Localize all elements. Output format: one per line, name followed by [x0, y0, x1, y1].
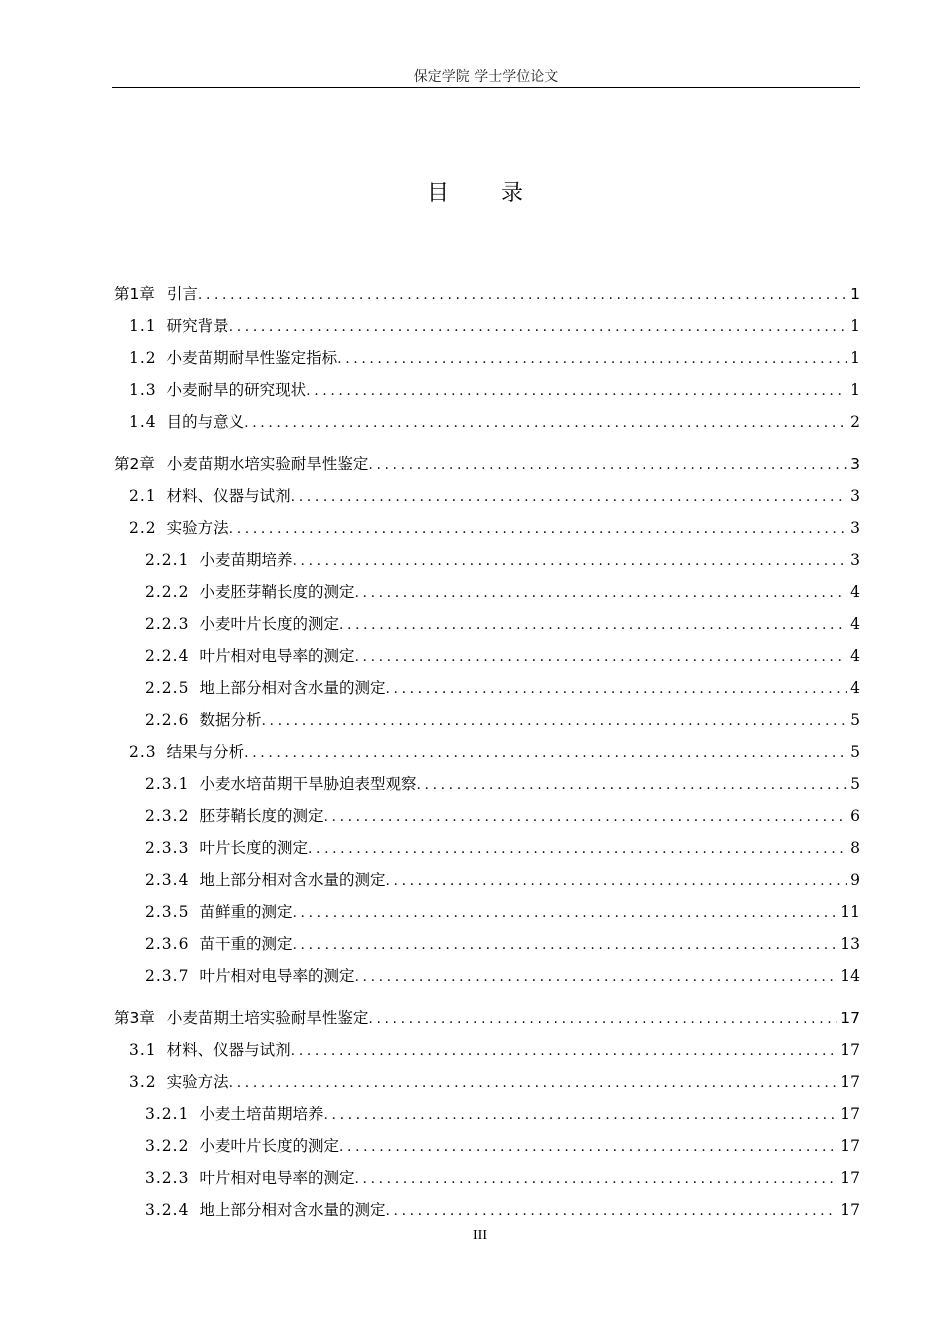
toc-entry-title: 叶片长度的测定	[199, 839, 308, 857]
toc-entry-title: 胚芽鞘长度的测定	[199, 807, 324, 825]
toc-entry-title: 叶片相对电导率的测定	[199, 647, 355, 665]
dot-leader	[292, 931, 837, 959]
toc-entry-page: 5	[850, 775, 860, 793]
toc-entry-page: 1	[850, 381, 860, 399]
dot-leader	[261, 707, 847, 735]
toc-section-entry[interactable]	[114, 642, 860, 674]
toc-entry-title: 目的与意义	[166, 413, 245, 431]
toc-entry-number: 2.3.5	[145, 903, 190, 921]
toc-section-entry[interactable]	[114, 930, 860, 962]
toc-section-entry[interactable]	[114, 578, 860, 610]
header-divider	[112, 87, 860, 88]
toc-entry-page: 9	[850, 871, 860, 889]
toc-entry-number: 2.3.6	[145, 935, 190, 953]
dot-leader	[337, 345, 847, 373]
toc-entry-number: 2.1	[129, 487, 157, 505]
toc-entry-number: 2.2	[129, 519, 157, 537]
dot-leader	[368, 451, 847, 479]
toc-entry-number: 3.2	[129, 1073, 157, 1091]
toc-entry-title: 小麦水培苗期干旱胁迫表型观察	[199, 775, 417, 793]
toc-entry-number: 2.2.4	[145, 647, 190, 665]
toc-entry-title: 小麦苗期培养	[199, 551, 293, 569]
toc-entry-page: 4	[850, 647, 860, 665]
table-of-contents	[114, 280, 860, 1228]
toc-chapter-entry[interactable]	[114, 280, 860, 312]
toc-entry-page: 4	[850, 583, 860, 601]
toc-section-entry[interactable]	[114, 834, 860, 866]
toc-entry-number: 1.3	[129, 381, 157, 399]
toc-entry-page: 14	[840, 967, 860, 985]
dot-leader	[291, 483, 847, 511]
toc-section-entry[interactable]	[114, 1068, 860, 1100]
toc-section-entry[interactable]	[114, 1196, 860, 1228]
toc-entry-page: 3	[850, 455, 860, 473]
dot-leader	[385, 675, 847, 703]
dot-leader	[292, 547, 847, 575]
toc-entry-number: 2.3.7	[145, 967, 190, 985]
toc-section-entry[interactable]	[114, 866, 860, 898]
toc-section-entry[interactable]	[114, 706, 860, 738]
toc-entry-number: 2.2.1	[145, 551, 190, 569]
toc-section-entry[interactable]	[114, 408, 860, 440]
toc-entry-number: 1.2	[129, 349, 157, 367]
toc-entry-page: 6	[850, 807, 860, 825]
toc-entry-page: 11	[840, 903, 860, 921]
toc-entry-number: 1.1	[129, 317, 157, 335]
toc-section-entry[interactable]	[114, 1132, 860, 1164]
toc-entry-title: 地上部分相对含水量的测定	[199, 871, 386, 889]
toc-entry-number: 2.3	[129, 743, 157, 761]
dot-leader	[229, 313, 847, 341]
dot-leader	[339, 1133, 837, 1161]
toc-entry-title: 叶片相对电导率的测定	[199, 1169, 355, 1187]
dot-leader	[292, 899, 837, 927]
toc-entry-number: 2.3.4	[145, 871, 190, 889]
dot-leader	[323, 803, 847, 831]
toc-entry-number: 第2章	[114, 455, 155, 473]
toc-entry-title: 结果与分析	[166, 743, 245, 761]
toc-entry-number: 2.2.6	[145, 711, 190, 729]
toc-entry-number: 1.4	[129, 413, 157, 431]
toc-entry-title: 地上部分相对含水量的测定	[199, 1201, 386, 1219]
toc-section-entry[interactable]	[114, 898, 860, 930]
toc-section-entry[interactable]	[114, 1164, 860, 1196]
toc-chapter-entry[interactable]	[114, 450, 860, 482]
toc-entry-number: 2.2.5	[145, 679, 190, 697]
toc-entry-title: 小麦苗期水培实验耐旱性鉴定	[166, 455, 369, 473]
toc-entry-number: 3.1	[129, 1041, 157, 1059]
dot-leader	[416, 771, 847, 799]
dot-leader	[354, 1165, 837, 1193]
running-header: 保定学院 学士学位论文	[413, 69, 559, 85]
dot-leader	[291, 1037, 838, 1065]
toc-entry-title: 苗鲜重的测定	[199, 903, 293, 921]
toc-entry-page: 3	[850, 487, 860, 505]
toc-entry-page: 4	[850, 615, 860, 633]
toc-entry-number: 3.2.1	[145, 1105, 190, 1123]
toc-entry-page: 17	[840, 1041, 860, 1059]
toc-entry-page: 17	[840, 1201, 860, 1219]
toc-entry-title: 苗干重的测定	[199, 935, 293, 953]
toc-entry-page: 1	[850, 349, 860, 367]
toc-entry-page: 5	[850, 743, 860, 761]
toc-entry-number: 2.2.3	[145, 615, 190, 633]
dot-leader	[229, 1069, 838, 1097]
toc-section-entry[interactable]	[114, 962, 860, 994]
dot-leader	[385, 1197, 837, 1225]
dot-leader	[229, 515, 847, 543]
toc-entry-number: 第3章	[114, 1009, 155, 1027]
dot-leader	[323, 1101, 837, 1129]
toc-section-entry[interactable]	[114, 610, 860, 642]
toc-entry-title: 实验方法	[166, 519, 229, 537]
dot-leader	[306, 377, 847, 405]
dot-leader	[244, 739, 847, 767]
toc-entry-number: 2.3.2	[145, 807, 190, 825]
toc-entry-title: 叶片相对电导率的测定	[199, 967, 355, 985]
toc-section-entry[interactable]	[114, 674, 860, 706]
toc-entry-title: 小麦胚芽鞘长度的测定	[199, 583, 355, 601]
toc-entry-number: 2.3.1	[145, 775, 190, 793]
toc-entry-page: 3	[850, 519, 860, 537]
toc-section-entry[interactable]	[114, 344, 860, 376]
toc-entry-number: 2.3.3	[145, 839, 190, 857]
toc-section-entry[interactable]	[114, 1100, 860, 1132]
toc-section-entry[interactable]	[114, 546, 860, 578]
dot-leader	[244, 409, 847, 437]
toc-entry-page: 3	[850, 551, 860, 569]
toc-section-entry[interactable]	[114, 376, 860, 408]
toc-entry-title: 小麦耐旱的研究现状	[166, 381, 307, 399]
toc-entry-title: 数据分析	[199, 711, 262, 729]
toc-entry-number: 第1章	[114, 285, 155, 303]
toc-entry-title: 实验方法	[166, 1073, 229, 1091]
toc-entry-page: 17	[840, 1169, 860, 1187]
toc-section-entry[interactable]	[114, 514, 860, 546]
toc-entry-page: 1	[850, 317, 860, 335]
toc-entry-title: 小麦苗期耐旱性鉴定指标	[166, 349, 338, 367]
toc-section-entry[interactable]	[114, 482, 860, 514]
toc-section-entry[interactable]	[114, 312, 860, 344]
toc-entry-number: 3.2.4	[145, 1201, 190, 1219]
toc-entry-title: 地上部分相对含水量的测定	[199, 679, 386, 697]
toc-entry-title: 小麦苗期土培实验耐旱性鉴定	[166, 1009, 369, 1027]
toc-entry-title: 引言	[166, 285, 198, 303]
dot-leader	[308, 835, 847, 863]
dot-leader	[339, 611, 847, 639]
toc-entry-page: 5	[850, 711, 860, 729]
toc-entry-number: 3.2.2	[145, 1137, 190, 1155]
toc-entry-title: 研究背景	[166, 317, 229, 335]
dot-leader	[198, 281, 847, 309]
toc-entry-page: 17	[840, 1073, 860, 1091]
toc-entry-title: 材料、仪器与试剂	[166, 487, 291, 505]
toc-entry-title: 小麦叶片长度的测定	[199, 615, 339, 633]
dot-leader	[385, 867, 847, 895]
toc-entry-page: 8	[850, 839, 860, 857]
toc-entry-page: 2	[850, 413, 860, 431]
dot-leader	[368, 1005, 837, 1033]
page-number: III	[473, 1228, 487, 1243]
toc-entry-title: 材料、仪器与试剂	[166, 1041, 291, 1059]
toc-entry-page: 17	[840, 1137, 860, 1155]
toc-entry-page: 13	[840, 935, 860, 953]
toc-entry-page: 17	[840, 1105, 860, 1123]
toc-section-entry[interactable]	[114, 1036, 860, 1068]
toc-section-entry[interactable]	[114, 738, 860, 770]
toc-entry-page: 4	[850, 679, 860, 697]
toc-entry-title: 小麦土培苗期培养	[199, 1105, 324, 1123]
toc-section-entry[interactable]	[114, 802, 860, 834]
toc-entry-number: 3.2.3	[145, 1169, 190, 1187]
toc-entry-number: 2.2.2	[145, 583, 190, 601]
dot-leader	[354, 963, 837, 991]
toc-entry-page: 1	[850, 285, 860, 303]
toc-chapter-entry[interactable]	[114, 1004, 860, 1036]
dot-leader	[354, 643, 847, 671]
toc-section-entry[interactable]	[114, 770, 860, 802]
dot-leader	[354, 579, 847, 607]
toc-entry-title: 小麦叶片长度的测定	[199, 1137, 339, 1155]
page-title: 目录	[426, 181, 575, 206]
toc-entry-page: 17	[840, 1009, 860, 1027]
